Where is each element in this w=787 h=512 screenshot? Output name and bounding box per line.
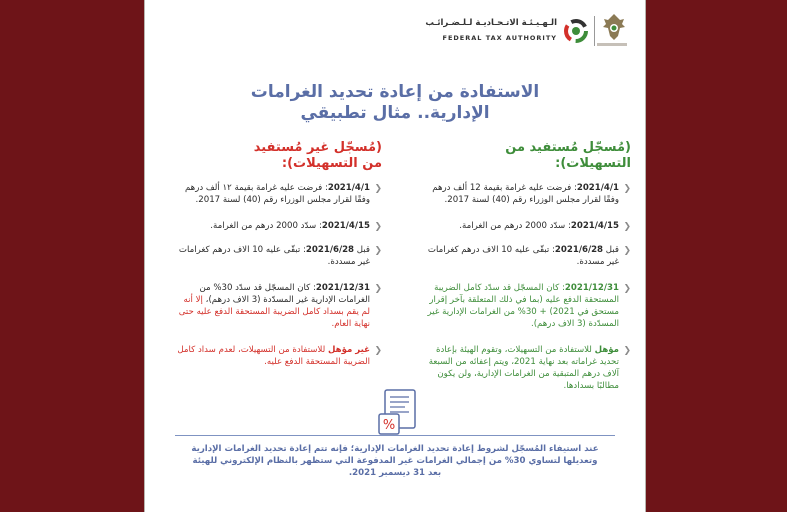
- chevron-left-icon: ❮: [623, 346, 631, 356]
- entry-text: : سدّد 2000 درهم من الغرامة.: [210, 221, 322, 231]
- title-line-2: الإدارية.. مثال تطبيقي: [300, 103, 490, 123]
- chevron-left-icon: ❮: [374, 222, 382, 232]
- beneficiary-entry-2: [426, 220, 631, 232]
- infographic-card: [144, 0, 646, 512]
- non-beneficiary-heading-line-1: (مُسجّل غير مُستفيد: [253, 140, 382, 155]
- beneficiary-entry-4: [426, 282, 631, 330]
- beneficiary-column: [426, 140, 631, 400]
- beneficiary-entry-3: [426, 244, 631, 268]
- beneficiary-entry-1: [426, 182, 631, 206]
- chevron-left-icon: ❮: [374, 184, 382, 194]
- entry-date: 2021/12/31: [564, 283, 619, 293]
- chevron-left-icon: ❮: [374, 346, 382, 356]
- entry-date: 2021/4/1: [327, 183, 370, 193]
- non-beneficiary-column: [177, 140, 382, 400]
- entry-date: 2021/12/31: [315, 283, 370, 293]
- page-title: [185, 82, 605, 124]
- non-beneficiary-heading-line-2: من التسهيلات):: [281, 156, 382, 171]
- fta-logo-icon: [563, 18, 589, 44]
- non-beneficiary-heading: [177, 140, 382, 172]
- beneficiary-heading-line-1: (مُسجّل مُستفيد من: [505, 140, 631, 155]
- entry-date: 2021/6/28: [305, 245, 355, 255]
- chevron-left-icon: ❮: [623, 222, 631, 232]
- tax-document-icon: [375, 388, 419, 438]
- entry-text: : سدّد 2000 درهم من الغرامة.: [459, 221, 571, 231]
- chevron-left-icon: ❮: [374, 246, 382, 256]
- non-beneficiary-entry-1: [177, 182, 382, 206]
- entry-text: للاستفادة من التسهيلات، وتقوم الهيئة بإعادة تحديد غراماته بعد نهاية 2021، ويتم إعفائه من السبعة آلاف درهم المتبقية من الغرامات الإدارية، ولن يكون مطالبًا بسدادها.: [428, 345, 619, 391]
- entry-text: : كان المسجّل قد سدّد كامل الضريبة المستحقة الدفع عليه (بما في ذلك المتعلقة بآخر إقرار مستحق في 2021) + 30% من الغرامات الإدارية غير المسدّدة (3 الاف درهم).: [427, 283, 619, 329]
- entry-lead: مؤهل: [594, 345, 619, 355]
- entry-text: : فرضت عليه غرامة بقيمة 12 ألف درهم وفقًا لقرار مجلس الوزراء رقم (40) لسنة 2017.: [432, 183, 619, 205]
- entry-text: : كان المسجّل قد سدّد 30% من الغرامات الإدارية غير المسدّدة (3 الاف درهم)،: [199, 283, 370, 305]
- non-beneficiary-entry-5: [177, 344, 382, 368]
- non-beneficiary-entry-3: [177, 244, 382, 268]
- header: [145, 0, 645, 66]
- entry-warning: إلا أنه لم يقم بسداد كامل الضريبة المستحقة الدفع عليه حتى نهاية العام.: [178, 295, 370, 329]
- svg-text:%: %: [382, 418, 396, 433]
- entry-prefix: قبل: [603, 245, 619, 255]
- footer-note: عند استيفاء المُسجّل لشروط إعادة تحديد الغرامات الإدارية؛ فإنه تتم إعادة تحديد الغرامات الإدارية وتعديلها لتساوي 30% من إجمالي الغرامات غير المدفوعة التي ستظهر بالنظام الإلكتروني للهيئة بعد 31 ديسمبر 2021.: [191, 444, 599, 478]
- entry-text: : تبقّى عليه 10 الاف درهم كغرامات غير مسددة.: [178, 245, 370, 267]
- authority-name-en: FEDERAL TAX AUTHORITY: [442, 34, 557, 42]
- beneficiary-heading: [426, 140, 631, 172]
- title-line-1: الاستفادة من إعادة تحديد الغرامات: [250, 82, 540, 102]
- logo-block: [425, 12, 627, 54]
- entry-date: 2021/6/28: [554, 245, 604, 255]
- chevron-left-icon: ❮: [623, 284, 631, 294]
- chevron-left-icon: ❮: [623, 246, 631, 256]
- beneficiary-entry-5: [426, 344, 631, 392]
- entry-text: : فرضت عليه غرامة بقيمة ١٢ ألف درهم وفقًا لقرار مجلس الوزراء رقم (40) لسنة 2017.: [184, 183, 370, 205]
- entry-prefix: قبل: [354, 245, 370, 255]
- entry-date: 2021/4/1: [576, 183, 619, 193]
- entry-text: للاستفادة من التسهيلات، لعدم سداد كامل الضريبة المستحقة الدفع عليه.: [177, 345, 370, 367]
- footer-divider: [175, 435, 615, 436]
- logo-divider: [594, 16, 595, 46]
- non-beneficiary-entry-4: [177, 282, 382, 330]
- chevron-left-icon: ❮: [623, 184, 631, 194]
- authority-name-ar: الـهـيـئـة الاتـحـاديـة لـلـضـرائـب: [425, 18, 557, 28]
- non-beneficiary-entry-2: [177, 220, 382, 232]
- uae-emblem-icon: [601, 12, 627, 42]
- beneficiary-heading-line-2: التسهيلات):: [555, 156, 631, 171]
- emblem-caption: [597, 43, 627, 46]
- entry-lead: غير مؤهل: [327, 345, 370, 355]
- entry-date: 2021/4/15: [570, 221, 619, 231]
- entry-text: : تبقّى عليه 10 الاف درهم كغرامات غير مسددة.: [427, 245, 619, 267]
- entry-date: 2021/4/15: [321, 221, 370, 231]
- chevron-left-icon: ❮: [374, 284, 382, 294]
